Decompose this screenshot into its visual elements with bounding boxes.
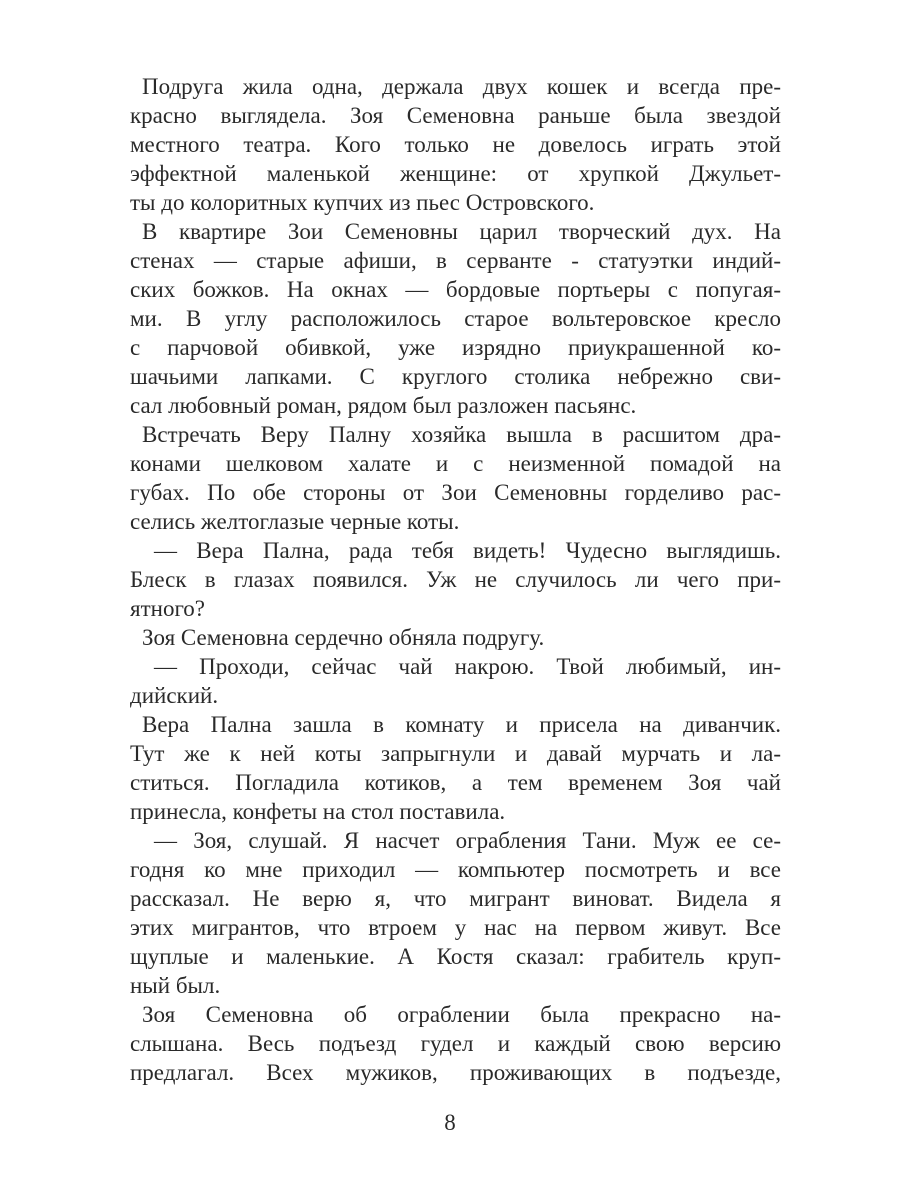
text-line: ты до колоритных купчих из пьес Островского. [130, 190, 595, 215]
text-line: дийский. [130, 683, 219, 708]
text-line: шачьими лапками. С круглого столика небрежно сви- [130, 364, 781, 389]
text-line: губах. По обе стороны от Зои Семеновны горделиво рас- [130, 480, 781, 505]
paragraph [130, 652, 781, 710]
text-line: щуплые и маленькие. А Костя сказал: грабитель круп- [130, 944, 781, 969]
text-line: — Вера Пална, рада тебя видеть! Чудесно выглядишь. [154, 538, 781, 563]
text-line: местного театра. Кого только не довелось играть этой [130, 132, 781, 157]
text-line: ный был. [130, 973, 221, 998]
text-line: стенах — старые афиши, в серванте - статуэтки индий- [130, 248, 781, 273]
text-line: В квартире Зои Семеновны царил творческий дух. На [142, 219, 781, 244]
text-line: эффектной маленькой женщине: от хрупкой Джульет- [130, 161, 781, 186]
text-line: этих мигрантов, что втроем у нас на первом живут. Все [130, 915, 781, 940]
paragraph [130, 623, 781, 652]
text-line: Вера Пална зашла в комнату и присела на диванчик. [142, 712, 781, 737]
text-line: ских божков. На окнах — бордовые портьеры с попугая- [130, 277, 781, 302]
text-line: принесла, конфеты на стол поставила. [130, 799, 506, 824]
paragraph [130, 72, 781, 217]
paragraph [130, 420, 781, 536]
paragraph [130, 826, 781, 1000]
text-line: Подруга жила одна, держала двух кошек и всегда пре- [142, 74, 781, 99]
book-page-text [130, 72, 781, 1087]
text-line: слышана. Весь подъезд гудел и каждый свою версию [130, 1031, 781, 1056]
text-line: Блеск в глазах появился. Уж не случилось ли чего при- [130, 567, 781, 592]
text-line: предлагал. Всех мужиков, проживающих в подъезде, [130, 1060, 781, 1085]
page-number: 8 [444, 1110, 456, 1135]
text-line: Зоя Семеновна об ограблении была прекрасно на- [142, 1002, 781, 1027]
text-line: годня ко мне приходил — компьютер посмотреть и все [130, 857, 781, 882]
text-line: конами шелковом халате и с неизменной помадой на [130, 451, 781, 476]
text-line: — Зоя, слушай. Я насчет ограбления Тани. Муж ее се- [154, 828, 781, 853]
text-line: ятного? [130, 596, 206, 621]
paragraph [130, 1000, 781, 1087]
text-line: сал любовный роман, рядом был разложен пасьянс. [130, 393, 637, 418]
text-line: селись желтоглазые черные коты. [130, 509, 460, 534]
text-line: Встречать Веру Палну хозяйка вышла в расшитом дра- [142, 422, 781, 447]
text-line: Зоя Семеновна сердечно обняла подругу. [142, 625, 545, 650]
text-line: ститься. Погладила котиков, а тем временем Зоя чай [130, 770, 781, 795]
text-line: с парчовой обивкой, уже изрядно приукрашенной ко- [130, 335, 781, 360]
text-line: Тут же к ней коты запрыгнули и давай мурчать и ла- [130, 741, 781, 766]
paragraph [130, 710, 781, 826]
paragraph [130, 217, 781, 420]
text-line: красно выглядела. Зоя Семеновна раньше была звездой [130, 103, 781, 128]
text-line: — Проходи, сейчас чай накрою. Твой любимый, ин- [154, 654, 781, 679]
text-line: рассказал. Не верю я, что мигрант виноват. Видела я [130, 886, 781, 911]
paragraph [130, 536, 781, 623]
text-line: ми. В углу расположилось старое вольтеровское кресло [130, 306, 781, 331]
